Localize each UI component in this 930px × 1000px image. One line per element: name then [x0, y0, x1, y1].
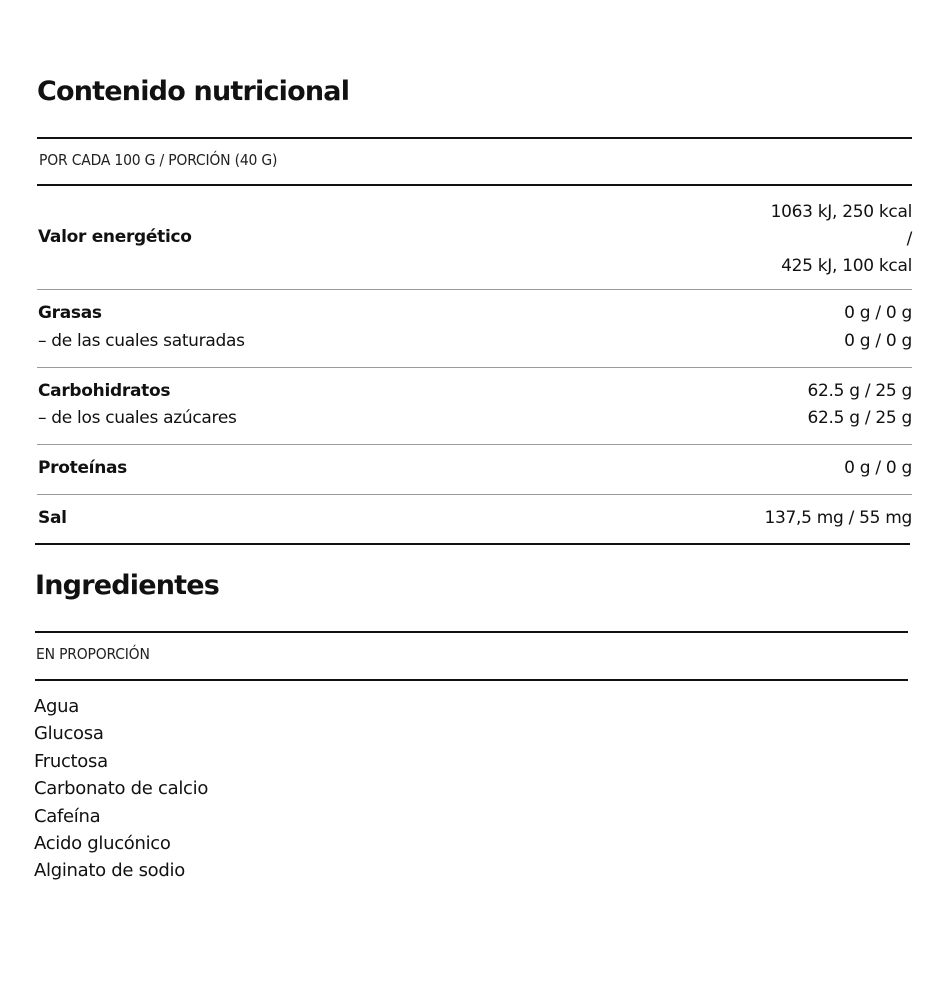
ingredient-item: Agua: [34, 696, 79, 717]
ingredient-item: Alginato de sodio: [34, 860, 185, 882]
fats-label: Grasas: [38, 303, 102, 323]
energy-value-per-portion: 425 kJ, 100 kcal: [781, 256, 912, 276]
divider: [35, 543, 910, 545]
energy-value-per-100: 1063 kJ, 250 kcal: [770, 202, 912, 222]
ingredient-item: Fructosa: [34, 750, 108, 772]
carbs-label: Carbohidratos: [38, 381, 171, 401]
ingredient-item: Cafeína: [34, 805, 101, 827]
ingredients-caption: EN PROPORCIÓN: [36, 645, 150, 663]
divider: [35, 679, 908, 681]
fats-value: 0 g / 0 g: [844, 303, 912, 323]
ingredient-item: Acido glucónico: [34, 833, 171, 855]
saturated-fats-value: 0 g / 0 g: [844, 331, 912, 351]
carbs-value: 62.5 g / 25 g: [807, 381, 912, 401]
sugars-label: – de los cuales azúcares: [38, 408, 237, 428]
ingredients-title: Ingredientes: [35, 570, 220, 601]
nutrition-title: Contenido nutricional: [37, 76, 350, 107]
divider: [37, 444, 912, 445]
energy-separator: /: [906, 229, 912, 249]
energy-label: Valor energético: [38, 227, 192, 247]
ingredient-item: Glucosa: [34, 723, 104, 745]
divider: [37, 494, 912, 495]
divider: [37, 367, 912, 368]
energy-values: [771, 199, 912, 280]
divider: [37, 184, 912, 186]
sugars-value: 62.5 g / 25 g: [807, 408, 912, 428]
salt-value: 137,5 mg / 55 mg: [764, 508, 912, 528]
ingredients-list: [34, 693, 208, 885]
per-portion-caption: POR CADA 100 G / PORCIÓN (40 G): [39, 151, 278, 169]
divider: [35, 631, 908, 633]
salt-label: Sal: [38, 508, 67, 528]
saturated-fats-label: – de las cuales saturadas: [38, 331, 245, 351]
protein-value: 0 g / 0 g: [844, 458, 912, 478]
ingredient-item: Carbonato de calcio: [34, 778, 209, 800]
protein-label: Proteínas: [38, 458, 127, 478]
divider: [37, 137, 912, 139]
divider: [37, 289, 912, 290]
